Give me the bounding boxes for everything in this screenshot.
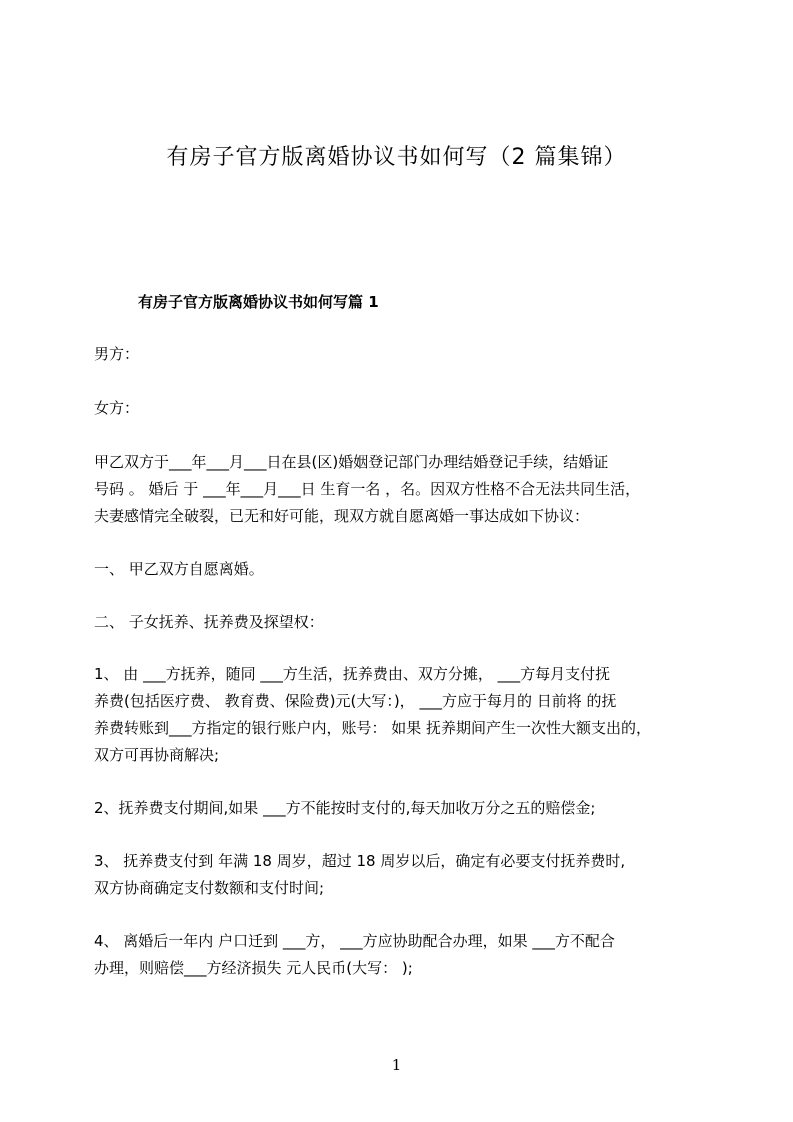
item-four-paragraph <box>94 928 700 982</box>
text-line: 双方协商确定支付数额和支付时间; <box>94 879 325 897</box>
text-line: 养费(包括医疗费、 教育费、保险费)元(大写：)， ___方应于每月的 日前将 的抚 <box>94 692 617 710</box>
text-line: 办理，则赔偿___方经济损失 元人民币(大写： ); <box>94 959 413 977</box>
item-one-paragraph <box>94 661 700 769</box>
male-party-line <box>94 341 700 368</box>
text-line: 3、 抚养费支付到 年满 18 周岁，超过 18 周岁以后，确定有必要支付抚养费时, <box>94 852 626 870</box>
page-number: 1 <box>391 1056 402 1074</box>
clause-one <box>94 556 700 583</box>
item-three-paragraph <box>94 848 700 902</box>
text-line: 女方： <box>94 399 140 417</box>
text-line: 二、 子女抚养、抚养费及探望权： <box>94 613 324 631</box>
text-line: 甲乙双方于___年___月___日在县(区)婚姻登记部门办理结婚登记手续，结婚证 <box>94 453 609 471</box>
text-line: 1、 由 ___方抚养，随同 ___方生活，抚养费由、双方分摊， ___方每月支付抚 <box>94 665 611 683</box>
document-title: 有房子官方版离婚协议书如何写（2 篇集锦） <box>166 145 627 170</box>
text-line: 4、 离婚后一年内 户口迁到 ___方， ___方应协助配合办理，如果 ___方不配合 <box>94 932 615 950</box>
text-line: 一、 甲乙双方自愿离婚。 <box>94 560 264 578</box>
item-two-paragraph <box>94 795 700 822</box>
clause-two <box>94 609 700 636</box>
text-line: 夫妻感情完全破裂，已无和好可能，现双方就自愿离婚一事达成如下协议： <box>94 507 590 525</box>
female-party-line <box>94 395 700 422</box>
intro-paragraph <box>94 449 700 530</box>
text-line: 双方可再协商解决; <box>94 746 220 764</box>
section-heading: 有房子官方版离婚协议书如何写篇 1 <box>138 293 379 311</box>
text-line: 养费转账到___方指定的银行账户内，账号： 如果 抚养期间产生一次性大额支出的， <box>94 719 652 737</box>
text-line: 2、抚养费支付期间,如果 ___方不能按时支付的,每天加收万分之五的赔偿金; <box>94 799 596 817</box>
text-line: 男方： <box>94 345 140 363</box>
text-line: 号码 。 婚后 于 ___年___月___日 生育一名 ，名。因双方性格不合无法共同生活， <box>94 480 641 498</box>
